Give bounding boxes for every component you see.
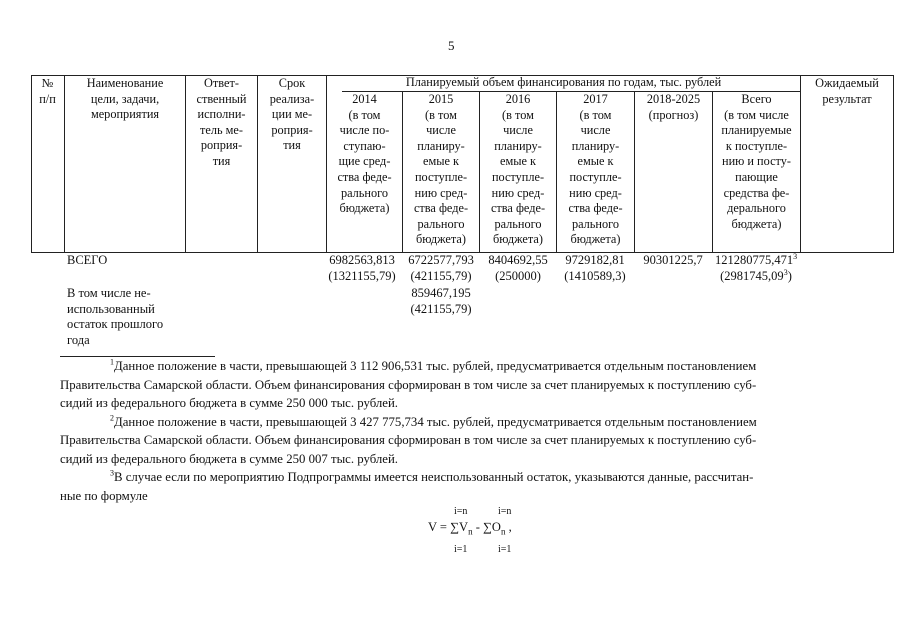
header-planned-financing: Планируемый объем финансирования по годам, тыс. рублей	[405, 75, 722, 89]
financing-table	[31, 75, 894, 347]
formula-minus: -	[472, 520, 483, 534]
footnote-3-cont: ные по формуле	[60, 488, 148, 503]
header-2018-2025: 2018-2025 (прогноз)	[646, 92, 701, 122]
formula-lhs: V =	[428, 520, 451, 534]
remainder-2015: 859467,195 (421155,79)	[410, 286, 472, 316]
header-2015: 2015 (в том числе планиру- емые к поступле- нию сред- ства феде- рального бюджета)	[413, 92, 469, 247]
header-term: Срок реализа- ции ме- роприя- тия	[269, 76, 315, 153]
header-num: № п/п	[39, 76, 56, 106]
header-2014: 2014 (в том числе по- ступаю- щие сред- ства феде- рального бюджета)	[337, 92, 392, 216]
sum1-lower-limit: i=1	[454, 544, 468, 555]
footnotes	[60, 357, 894, 505]
row-label-total: ВСЕГО	[67, 253, 108, 267]
value-total: 121280775,471$^3$ (2981745,09$^3$)	[714, 251, 798, 283]
value-2018-2025: 90301225,7	[643, 253, 703, 267]
header-responsible: Ответ- ственный исполни- тель ме- роприя- тия	[196, 76, 247, 168]
sum1-upper-limit: i=n	[454, 506, 468, 517]
header-total: Всего (в том числе планируемые к поступле- нию и посту- пающие средства фе- дерального бюджета)	[721, 92, 792, 231]
footnote-2-cont: Правительства Самарской области. Объем финансирования сформирован в том числе за счет планируемых к поступлению суб-	[60, 433, 757, 447]
header-expected-result: Ожидаемый результат	[815, 76, 879, 106]
header-2016: 2016 (в том числе планиру- емые к поступле- нию сред- ства феде- рального бюджета)	[490, 92, 546, 247]
value-2015: 6722577,793 (421155,79)	[408, 253, 474, 283]
row-label-remainder: В том числе не- использованный остаток прошлого года	[67, 286, 164, 347]
footnote-1: $^1$Данное положение в части, превышающей 3 112 906,531 тыс. рублей, предусматривается отдельным постановлением	[110, 357, 757, 373]
value-2016: 8404692,55 (250000)	[488, 253, 548, 283]
page-number: 5	[448, 38, 455, 53]
footnote-1-cont: Правительства Самарской области. Объем финансирования сформирован в том числе за счет планируемых к поступлению суб-	[60, 377, 757, 392]
footnote-1-end: сидий из федерального бюджета в сумме 250 000 тыс. рублей.	[60, 396, 399, 410]
header-2017: 2017 (в том числе планиру- емые к поступле- нию сред- ства феде- рального бюджета)	[568, 92, 623, 247]
header-name: Наименование цели, задачи, мероприятия	[86, 76, 164, 122]
sum2-lower-limit: i=1	[498, 544, 512, 555]
value-2017: 9729182,81 (1410589,3)	[564, 253, 626, 283]
footnote-2: $^2$Данное положение в части, превышающей 3 427 775,734 тыс. рублей, предусматривается отдельным постановлением	[110, 413, 757, 429]
sum2: ∑O	[482, 520, 501, 534]
table-border-right	[893, 75, 894, 252]
value-2014: 6982563,813 (1321155,79)	[328, 253, 396, 283]
formula: i=n i=n $V = \sum V_n - \sum O_n$ , i=1 i=1	[428, 506, 512, 555]
sum2-upper-limit: i=n	[498, 506, 512, 517]
footnote-2-end: сидий из федерального бюджета в сумме 250 007 тыс. рублей.	[60, 451, 399, 466]
sum1: ∑V	[450, 520, 469, 534]
footnote-3: $^3$В случае если по мероприятию Подпрограммы имеется неиспользованный остаток, указываются данные, рассчитан-	[110, 468, 754, 484]
